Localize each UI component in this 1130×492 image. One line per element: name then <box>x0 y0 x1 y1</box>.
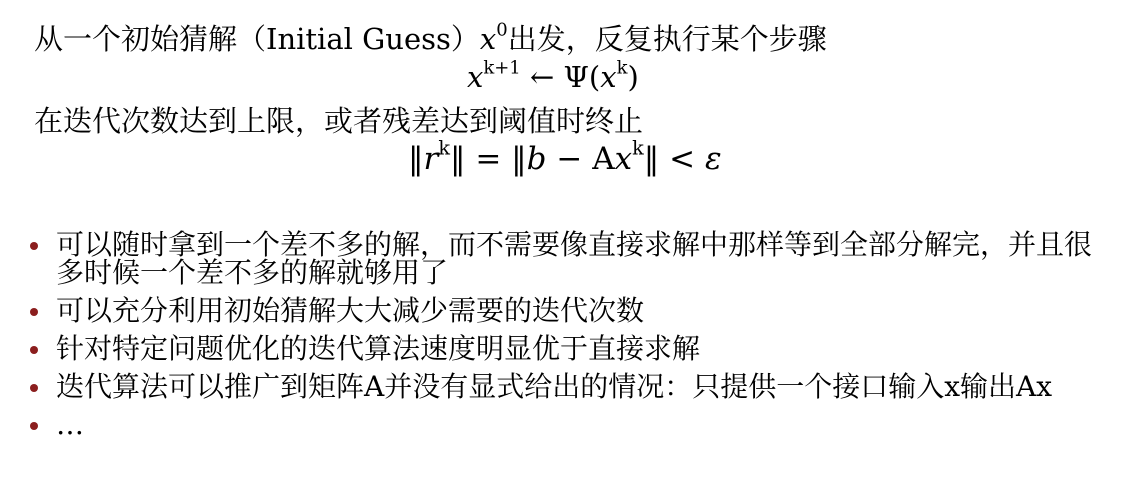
residual-less-than: < <box>669 141 696 177</box>
advantages-list <box>28 228 1108 449</box>
bullet-text: 针对特定问题优化的迭代算法速度明显优于直接求解 <box>56 332 701 365</box>
residual-norm-open: ‖ <box>408 141 424 177</box>
formula-arrow: ← <box>529 60 555 94</box>
residual-norm-close: ‖ <box>449 141 466 177</box>
intro-text-after: 出发，反复执行某个步骤 <box>507 22 827 56</box>
formula-psi-close: ) <box>627 60 639 94</box>
list-item <box>28 370 1108 403</box>
formula-lhs-superscript: k+1 <box>483 57 521 79</box>
iteration-formula <box>467 57 639 94</box>
matrix-a: A <box>592 141 615 177</box>
residual-x-superscript: k <box>632 136 644 160</box>
list-item <box>28 228 1108 289</box>
residual-norm-close-2: ‖ <box>643 141 660 177</box>
intro-line <box>34 19 827 56</box>
bullet-text: 可以充分利用初始猜解大大减少需要的迭代次数 <box>56 294 645 327</box>
formula-psi-open: Ψ( <box>563 60 601 94</box>
residual-equals: = <box>475 141 502 177</box>
initial-guess-x: x <box>479 22 497 56</box>
bullet-text: 可以随时拿到一个差不多的解，而不需要像直接求解中那样等到全部分解完，并且很多时候一个差不多的解就够用了 <box>56 228 1093 289</box>
formula-rhs-superscript: k <box>616 57 628 79</box>
residual-minus: − <box>556 141 583 177</box>
intro-text: 从一个初始猜解（Initial Guess） <box>34 22 480 56</box>
stop-condition-line <box>34 104 643 138</box>
list-item <box>28 408 1108 441</box>
residual-r: r <box>423 141 439 177</box>
residual-formula <box>408 136 722 177</box>
residual-b: b <box>526 141 547 177</box>
residual-superscript: k <box>438 136 450 160</box>
bullet-text: … <box>56 408 84 441</box>
bullet-text: 迭代算法可以推广到矩阵A并没有显式给出的情况：只提供一个接口输入x输出Ax <box>56 370 1053 403</box>
initial-guess-superscript: 0 <box>496 19 508 41</box>
list-item <box>28 294 1108 327</box>
formula-rhs-x: x <box>600 60 617 94</box>
list-item <box>28 332 1108 365</box>
epsilon: ε <box>704 141 722 177</box>
residual-x: x <box>614 141 633 177</box>
stop-condition-text: 在迭代次数达到上限，或者残差达到阈值时终止 <box>34 104 644 138</box>
residual-norm-open-2: ‖ <box>511 141 527 177</box>
formula-lhs-x: x <box>467 60 484 94</box>
